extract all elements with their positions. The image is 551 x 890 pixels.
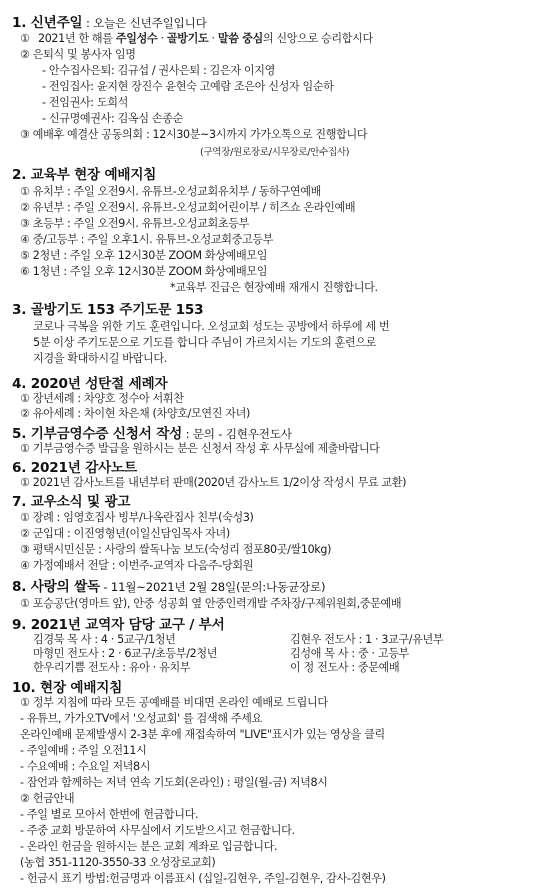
section-4-item: ① 장년세례 : 차양호 정수아 서휘찬 bbox=[20, 392, 184, 405]
section-10-line: ② 헌금안내 bbox=[20, 792, 75, 805]
section-1-item-1: ① 2021년 한 해를 주일성수 · 골방기도 · 말씀 중심의 신앙으로 승리합시다 bbox=[20, 32, 373, 45]
section-10-line: - 유튜브, 가가오TV에서 '오성교회' 를 검색해 주세요 bbox=[20, 712, 262, 725]
staff-right: 김성애 목 사 : 중 · 고등부 bbox=[290, 647, 409, 660]
section-1-elder: - 전임권사: 도희석 bbox=[42, 96, 128, 109]
section-5-item: ① 기부금영수증 발급을 원하시는 분은 신청서 작성 후 사무실에 제출바랍니다 bbox=[20, 442, 380, 455]
section-2-item: ② 유년부 : 주일 오전9시. 유튜브-오성교회어린이부 / 히즈쇼 온라인예배 bbox=[20, 201, 356, 214]
section-10-line: - 수요예배 : 수요일 저녁8시 bbox=[20, 760, 151, 773]
section-7-item: ③ 평택시민신문 : 사랑의 쌀독나눔 보도(숙성리 점포80곳/쌀10kg) bbox=[20, 543, 332, 556]
section-10-line: - 주일예배 : 주일 오전11시 bbox=[20, 744, 147, 757]
section-9-title: 9. 2021년 교역자 담당 교구 / 부서 bbox=[12, 617, 225, 633]
section-3-title: 3. 골방기도 153 주기도문 153 bbox=[12, 302, 204, 318]
section-1-retirement: - 안수집사은퇴: 김규섭 / 권사은퇴 : 김은자 이지영 bbox=[42, 64, 276, 77]
section-10-line: - 잠언과 함께하는 저녁 연속 기도회(온라인) : 평일(월-금) 저녁8시 bbox=[20, 776, 328, 789]
section-2-note: *교육부 진급은 현장예배 재개시 진행합니다. bbox=[170, 281, 378, 294]
section-10-line: - 주중 교회 방문하여 사무실에서 기도받으시고 헌금합니다. bbox=[20, 824, 295, 837]
section-3-text: 지경을 확대하시길 바랍니다. bbox=[33, 352, 167, 365]
staff-right: 이 정 전도사 : 중문예배 bbox=[290, 661, 400, 674]
staff-left: 김경묵 목 사 : 4 · 5교구/1청년 bbox=[33, 633, 176, 646]
section-10-line: 온라인예배 문제발생시 2-3분 후에 재접속하여 "LIVE"표시가 있는 영상을 클릭 bbox=[20, 728, 385, 741]
section-2-item: ⑤ 2청년 : 주일 오후 12시30분 ZOOM 화상예배모임 bbox=[20, 249, 268, 262]
section-2-item: ④ 중/고등부 : 주일 오후1시. 유튜브-오성교회중고등부 bbox=[20, 233, 274, 246]
section-2-item: ① 유치부 : 주일 오전9시. 유튜브-오성교회유치부 / 동하구연예배 bbox=[20, 185, 321, 198]
section-1-deacons: - 전임집사: 윤지현 장진수 윤현숙 고예람 조은아 신성자 임순하 bbox=[42, 80, 334, 93]
section-3-text: 코로나 극복을 위한 기도 훈련입니다. 오성교회 성도는 공방에서 하루에 세 번 bbox=[33, 320, 390, 333]
section-3-text: 5분 이상 주기도문으로 기도를 합니다 주님이 가르치시는 기도의 훈련으로 bbox=[33, 336, 377, 349]
section-1-honorary: - 신규명예권사: 김옥심 손종순 bbox=[42, 112, 183, 125]
section-7-item: ④ 가정예배서 전달 : 이번주-교역자 다음주-당회원 bbox=[20, 559, 254, 572]
section-10-line: ① 정부 지침에 따라 모든 공예배를 비대면 온라인 예배로 드립니다 bbox=[20, 696, 328, 709]
section-2-item: ⑥ 1청년 : 주일 오후 12시30분 ZOOM 화상예배모임 bbox=[20, 265, 268, 278]
section-8-title: 8. 사랑의 쌀독 - 11월~2021년 2월 28일(문의:나동균장로) bbox=[12, 579, 326, 595]
section-4-title: 4. 2020년 성탄절 세례자 bbox=[12, 376, 168, 392]
section-7-item: ② 군입대 : 이진영형년(이일신담임목사 자녀) bbox=[20, 527, 230, 540]
section-1-note: (구역장/원로장로/시무장로/안수집사) bbox=[200, 147, 350, 158]
section-2-title: 2. 교육부 현장 예배지침 bbox=[12, 167, 157, 183]
section-6-item: ① 2021년 감사노트를 내년부터 판매(2020년 감사노트 1/2이상 작성시 무료 교환) bbox=[20, 476, 407, 489]
section-4-item: ② 유아세례 : 차이현 차은채 (차양호/모연진 자녀) bbox=[20, 407, 250, 420]
staff-left: 마형민 전도사 : 2 · 6교구/초등부/2청년 bbox=[33, 647, 218, 660]
section-5-title: 5. 기부금영수증 신청서 작성 : 문의 - 김현우전도사 bbox=[12, 426, 292, 442]
section-10-line: - 온라인 헌금을 원하시는 분은 교회 계좌로 입금합니다. bbox=[20, 840, 278, 853]
staff-right: 김현우 전도사 : 1 · 3교구/유년부 bbox=[290, 633, 444, 646]
section-2-item: ③ 초등부 : 주일 오전9시. 유튜브-오성교회초등부 bbox=[20, 217, 250, 230]
section-1-item-2: ② 은퇴식 및 봉사자 임명 bbox=[20, 48, 136, 61]
section-1-title: 1. 신년주일 : 오늘은 신년주일입니다 bbox=[12, 15, 207, 31]
staff-left: 한우리기쁨 전도사 : 유아 · 유치부 bbox=[33, 661, 191, 674]
section-10-line: - 주일 별로 모아서 한번에 헌금합니다. bbox=[20, 808, 199, 821]
section-7-title: 7. 교우소식 및 광고 bbox=[12, 494, 131, 510]
section-6-title: 6. 2021년 감사노트 bbox=[12, 460, 137, 476]
section-10-line: - 헌금시 표기 방법:헌금명과 이름표시 (십일-김현우, 주일-김현우, 감사-김현우) bbox=[20, 872, 386, 885]
section-1-item-3: ③ 예배후 예결산 공동의회 : 12시30분~3시까지 가가오톡으로 진행합니다 bbox=[20, 128, 368, 141]
section-7-item: ① 장례 : 임영호집사 빙부/나옥란집사 친부(숙성3) bbox=[20, 511, 254, 524]
section-10-line: (농협 351-1120-3550-33 오성장로교회) bbox=[20, 856, 216, 869]
section-10-title: 10. 현장 예배지침 bbox=[12, 680, 123, 696]
section-8-item: ① 포승공단(영마트 앞), 안중 성공회 옆 안중인력개발 주차장/구제위원회,중문예배 bbox=[20, 597, 402, 610]
